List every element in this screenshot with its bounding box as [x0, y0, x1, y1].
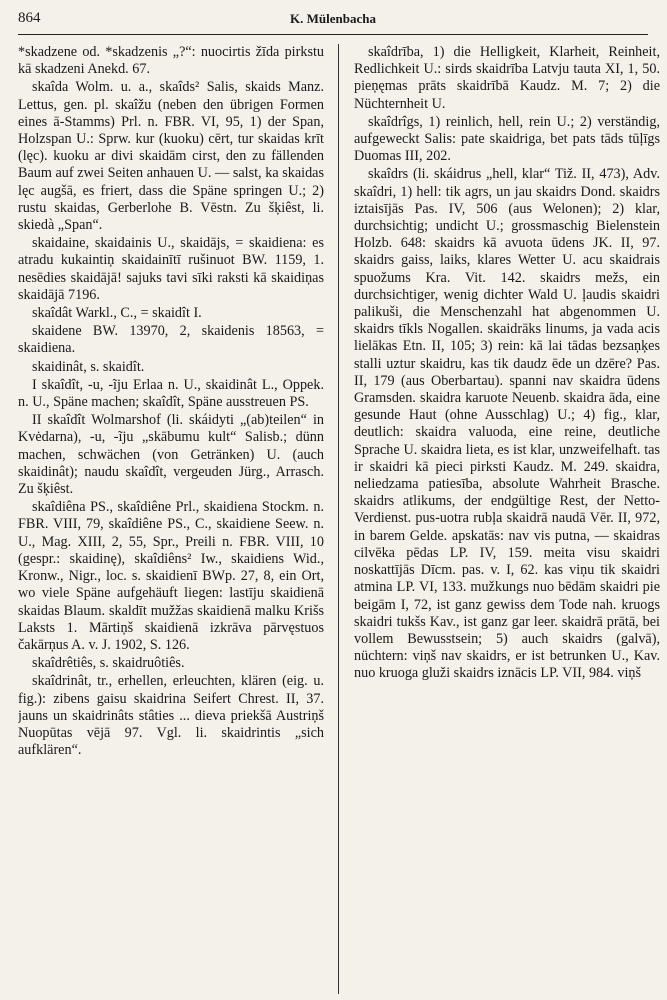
- entry-skaidit-2: II skaîdît Wolmarshof (li. skáidyti „(ab)teilen“ in Kvėdarna), -u, -ĩju „skābumu kult“ Salisb.; dünn machen, schwächen (von Getränken) U. (auch skaidinât); naudu skaîdît, vergeuden Jürg., Arrasch. Zu šķiêst.: [18, 412, 324, 498]
- left-column: [18, 44, 324, 996]
- right-column: [354, 44, 660, 996]
- running-head: K. Mülenbacha: [290, 11, 376, 26]
- page-number: 864: [18, 10, 41, 26]
- entry-skaida: skaîda Wolm. u. a., skaîds² Salis, skaids Manz. Lettus, gen. pl. skaîžu (neben den übrigen Formen eines ā-Stamms) Prl. n. FBR. VI, 95, 1) der Span, Holzspan U.: Sprw. kur (kuoku) cērt, tur skaidas krīt (lęc). kuoku ar divi skaidām cirst, den zu fällenden Baum auf zwei Seiten anhauen U. — salst, ka skaidas lęc augšā, es friert, dass die Späne springen U.; 2) rustu skaidas, Gerberlohe B. Vēstn. Zu šķiêst, li. skiedà „Span“.: [18, 79, 324, 234]
- column-divider: [338, 44, 339, 994]
- entry-skaidit-1: I skaîdît, -u, -ĩju Erlaa n. U., skaidinât L., Oppek. n. U., Späne machen; skaîdît, Späne ausstreuen PS.: [18, 376, 324, 411]
- page-header: [0, 0, 667, 40]
- header-rule: [18, 34, 648, 35]
- entry-skaidiena: skaîdiêna PS., skaîdiêne Prl., skaidiena Stockm. n. FBR. VIII, 79, skaîdiêne PS., C., skaidiene Seew. n. U., Mag. XIII, 2, 55, Spr., Preili n. FBR. VIII, 10 (gespr.: skaidinę), skaîdiêns² Iw., skaidiens Wid., Kronw., Nigr., loc. s. skaidienī BWp. 27, 8, ein Ort, wo viele Späne aufgehäuft liegen: lastīju skaidienā skaidas Blaum. skaldīt mužžas skaidienā malku Krišs Laksts 1. Mārtiņš skaidienā izkrāva pārvęstuos čakārņus A. v. J. 1902, S. 126.: [18, 499, 324, 653]
- entry-skadzene: *skadzene od. *skadzenis „?“: nuocirtis žīda pirkstu kā skadzeni Anekd. 67.: [18, 44, 324, 78]
- entry-skaidretis: skaîdrêtiês, s. skaidruôtiês.: [32, 655, 185, 672]
- entry-skaidrinat: skaîdrinât, tr., erhellen, erleuchten, klären (eig. u. fig.): zibens gaisu skaidrina Seifert Chrest. II, 37. jauns un skaidrinâts stâties ... dieva priekšā Austriņš Nuopūtas vējā 97. Vgl. li. skaidrintis „sich aufklären“.: [18, 673, 324, 759]
- entry-skaidrs: skaîdrs (li. skáidrus „hell, klar“ Tiž. II, 473), Adv. skaîdri, 1) hell: tik agrs, un jau skaidrs Dond. skaidrs iztaisījās Pas. IV, 506 (aus Welonen); 2) klar, durchsichtig; undicht U.; grossmaschig Bielenstein Holzb. 648: skaidrs kā avuota ūdens JK. II, 97. skaidrs gaiss, laiks, klares Wetter U. acu skaidrais spuožums Kra. Vit. 142. skaidrs mežs, ein durchsichtiger, wenig dichter Wald U. ļaudis skaidri palikuši, die Menschenzahl hat abgenommen U. skaidrs tīkls Nogallen. skaidrāks linums, ja vada acis lielākas Etn. II, 105; 3) rein: kā lai tādas bezsaņķes stalli uztur skaidru, kas tik daudz ēde un dzēre? Pas. II, 179 (aus Oberbartau). spanni nav skaidra ūdens Gramsden. skaidra karuote Neuenb. skaidra āda, eine gesunde Haut (ohne Ausschlag) U.; 4) fig., klar, deutlich: skaidra valuoda, eine reine, deutliche Sprache U. skaidra lieta, es ist klar, unzweifelhaft. tas ir skaidri kā pieci pirksti Kaudz. M. 249. skaidra, neliedzama patiesība, absolute Wahrheit Brasche. skaidrs atlikums, der endgültige Rest, der Netto-Verdienst. pus-uotra rubļa skaidrā naudā Vēr. II, 972, in barem Gelde. apskatās: nav vis putna, — skaidras cilvēka pēdas LP. IV, 159. meita visu skaidri noskattījās Dīcm. pas. v. I, 62. kas viņu tik skaidri atmina LP. VI, 133. mužkungs nuo bēdām skaidri pie beigām I, 72, ist ganz gewiss dem Tode nah. kruogs skaidri tukšs Kav., ist ganz gar leer. skaidrā prātā, bei vollem Bewusstsein; 5) auch skaidrs (galvā), nüchtern: viņš nav skaidrs, er ist betrunken U., Kav. nuo kruoga gluži skaidrs iznācis LP. VII, 984. viņš: [354, 166, 660, 682]
- entry-skaidat: skaîdât Warkl., C., = skaidît I.: [32, 305, 202, 322]
- entry-skaidaine: skaidaine, skaidainis U., skaidājs, = skaidiena: es atradu kukaintiņ skaidainītī rušinuot BW. 1159, 1. nesēdies skaidājā! sajuks tavi sīki raksti kā skaidiņas skaidājā 7196.: [18, 235, 324, 303]
- entry-skaidriba: skaîdrība, 1) die Helligkeit, Klarheit, Reinheit, Redlichkeit U.: sirds skaidrība Latvju tauta XI, 1, 50. pieņęmas prāts skaidrībā Kaudz. M. 7; 2) die Nüchternheit U.: [354, 44, 660, 112]
- entry-skaidinat: skaidinât, s. skaidît.: [32, 358, 145, 375]
- entry-skaidrigs: skaîdrîgs, 1) reinlich, hell, rein U.; 2) verständig, aufgeweckt Salis: pate skaidriga, bet pats tāds tūļīgs Duomas III, 202.: [354, 113, 660, 165]
- entry-skaidene: skaidene BW. 13970, 2, skaidenis 18563, = skaidiena.: [18, 323, 324, 357]
